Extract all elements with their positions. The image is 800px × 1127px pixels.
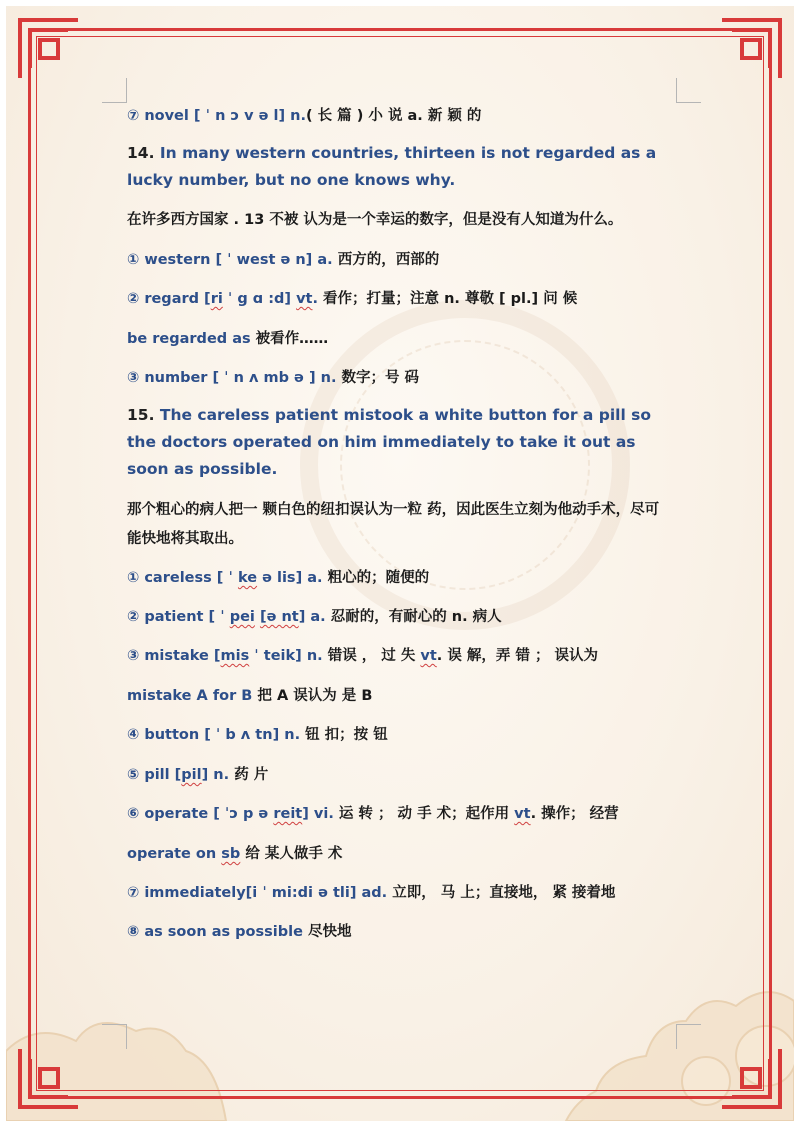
vocab-line: operate on sb 给 某人做手 术 [127,846,343,862]
crop-mark-bottom-left [102,1024,127,1049]
vocab-line: ⑥ operate [ ˈɔ p ə reit] vi. 运 转 ； 动 手 术；起作用 vt. 操作； 经营 [127,806,619,822]
crop-mark-top-right [676,78,701,103]
vocab-line: ⑦ immediately[i ˈ mi:di ə tli] ad. 立即， 马 上；直接地， 紧 接着地 [127,885,616,901]
sentence-14-english: 14. In many western countries, thirteen is not regarded as a lucky number, but no one knows why. [127,144,657,189]
sentence-14-chinese: 在许多西方国家 . 13 不被 认为是一个幸运的数字，但是没有人知道为什么。 [127,212,623,228]
vocab-line: ④ button [ ˈ b ʌ tn] n. 钮 扣；按 钮 [127,727,388,743]
corner-ornament-bottom-left [14,1043,84,1113]
vocab-line: ③ mistake [mis ˈ teik] n. 错误 ， 过 失 vt. 误 解，弄 错 ； 误认为 [127,648,599,664]
corner-ornament-top-right [716,14,786,84]
vocab-line: mistake A for B 把 A 误认为 是 B [127,688,373,704]
vocab-line: ⑦ novel [ ˈ n ɔ v ə l] n.( 长 篇 ) 小 说 a. 新 颖 的 [127,108,482,124]
vocab-line: ② patient [ ˈ pei [ə nt] a. 忍耐的，有耐心的 n. 病人 [127,609,502,625]
vocab-line: ② regard [ri ˈ g ɑ :d] vt. 看作；打量；注意 n. 尊敬 [ pl.] 问 候 [127,291,578,307]
sentence-15-chinese: 那个粗心的病人把一 颗白色的纽扣误认为一粒 药，因此医生立刻为他动手术，尽可能快地将其取出。 [127,502,660,547]
sentence-15-english: 15. The careless patient mistook a white button for a pill so the doctors operated on him immediately to take it out as soon as possible. [127,406,652,478]
vocab-line: ③ number [ ˈ n ʌ mb ə ] n. 数字；号 码 [127,370,420,386]
vocab-line: be regarded as 被看作…… [127,331,329,347]
vocab-line: ⑧ as soon as possible 尽快地 [127,924,352,940]
vocab-line: ① careless [ ˈ ke ə lis] a. 粗心的；随便的 [127,570,430,586]
crop-mark-bottom-right [676,1024,701,1049]
vocab-line: ⑤ pill [pil] n. 药 片 [127,767,269,783]
corner-ornament-bottom-right [716,1043,786,1113]
corner-ornament-top-left [14,14,84,84]
vocab-line: ① western [ ˈ west ə n] a. 西方的，西部的 [127,252,440,268]
crop-mark-top-left [102,78,127,103]
